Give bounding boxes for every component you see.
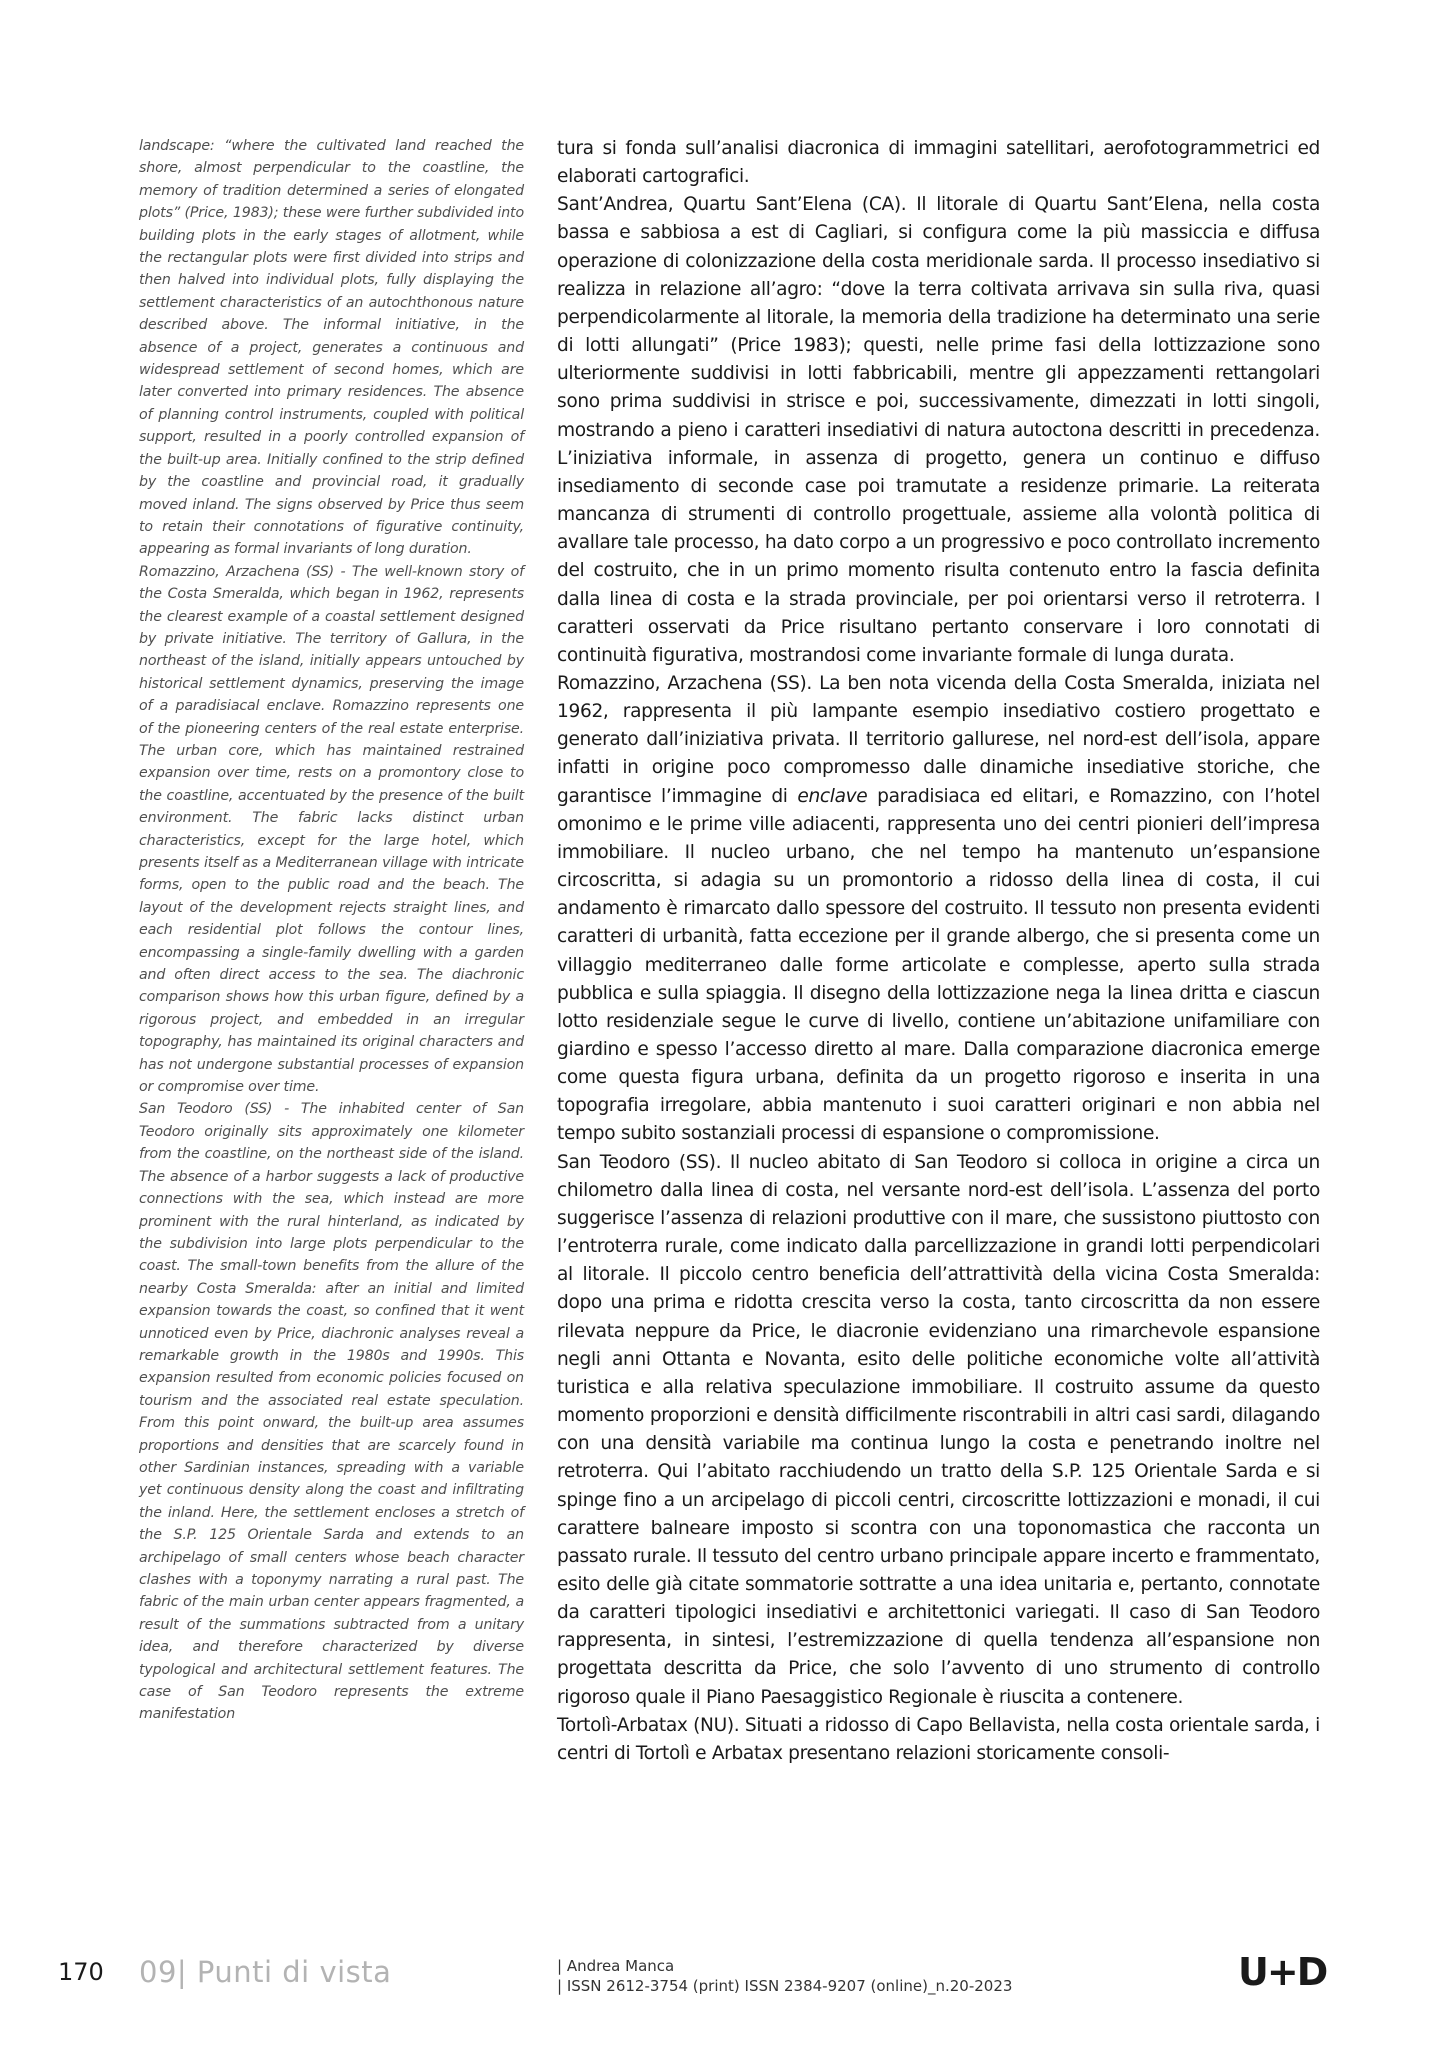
italian-main-column xyxy=(557,135,1320,1768)
section-title: 09| Punti di vista xyxy=(139,1955,392,1989)
english-paragraph-sant-andrea: landscape: “where the cultivated land reached the shore, almost perpendicular to the coastline, the memory of tradition determined a series of elongated plots” (Price, 1983); these were further subdivided into building plots in the early stages of allotment, while the rectangular plots were first divided into strips and then halved into individual plots, fully displaying the settlement characteristics of an autochthonous nature described above. The informal initiative, in the absence of a project, generates a continuous and widespread settlement of second homes, which are later converted into primary residences. The absence of planning control instruments, coupled with political support, resulted in a poorly controlled expansion of the built-up area. Initially confined to the strip defined by the coastline and provincial road, it gradually moved inland. The signs observed by Price thus seem to retain their connotations of figurative continuity, appearing as formal invariants of long duration. xyxy=(139,138,524,558)
issn-line: | ISSN 2612-3754 (print) ISSN 2384-9207 (online)_n.20-2023 xyxy=(557,1977,1013,1995)
page-number: 170 xyxy=(58,1958,104,1986)
italian-paragraph-san-teodoro: San Teodoro (SS). Il nucleo abitato di San Teodoro si colloca in origine a circa un chilometro dalla linea di costa, nel versante nord-est dell’isola. L’assenza del porto suggerisce l’assenza di relazioni produttive con il mare, che sussistono piuttosto con l’entroterra rurale, come indicato dalla parcellizzazione in grandi lotti perpendicolari al litorale. Il piccolo centro beneficia dell’attrattività della vicina Costa Smeralda: dopo una prima e ridotta crescita verso la costa, tanto circoscritta da non essere rilevata neppure da Price, le diacronie evidenziano una rimarchevole espansione negli anni Ottanta e Novanta, esito delle politiche economiche volte all’attività turistica e alla relativa speculazione immobiliare. Il costruito assume da questo momento proporzioni e densità difficilmente riscontrabili in altri casi sardi, dilagando con una densità variabile ma continua lungo la costa e penetrando inoltre nel retroterra. Qui l’abitato racchiudendo un tratto della S.P. 125 Orientale Sarda e si spinge fino a un arcipelago di piccoli centri, circoscritte lottizzazioni e monadi, il cui carattere balneare imposto si scontra con una toponomastica che racconta un passato rurale. Il tessuto del centro urbano principale appare incerto e frammentato, esito delle già citate sommatorie sottratte a una idea unitaria e, pertanto, connotate da caratteri tipologici insediativi e architettonici variegati. Il caso di San Teodoro rappresenta, in sintesi, l’estremizzazione di quella tendenza all’espansione non progettata descritta da Price, che solo l’avvento di uno strumento di controllo rigoroso quale il Piano Paesaggistico Regionale è riuscita a contenere. xyxy=(557,1151,1320,1708)
english-paragraph-romazzino: Romazzino, Arzachena (SS) - The well-known story of the Costa Smeralda, which began in 1962, represents the clearest example of a coastal settlement designed by private initiative. The territory of Gallura, in the northeast of the island, initially appears untouched by historical settlement dynamics, preserving the image of a paradisiacal enclave. Romazzino represents one of the pioneering centers of the real estate enterprise. The urban core, which has maintained restrained expansion over time, rests on a promontory close to the coastline, accentuated by the presence of the built environment. The fabric lacks distinct urban characteristics, except for the large hotel, which presents itself as a Mediterranean village with intricate forms, open to the public road and the beach. The layout of the development rejects straight lines, and each residential plot follows the contour lines, encompassing a single-family dwelling with a garden and often direct access to the sea. The diachronic comparison shows how this urban figure, defined by a rigorous project, and embedded in an irregular topography, has maintained its original characters and has not undergone substantial processes of expansion or compromise over time. xyxy=(139,563,524,1096)
romazzino-text-start: Romazzino, Arzachena (SS). La ben nota vicenda della Costa Smeralda, iniziata nel 1962, rappresenta il più lampante esempio insediativo costiero progettato e generato dall’iniziativa privata. Il territorio gallurese, nel nord-est dell’isola, appare infatti in origine poco compromesso dalle dinamiche insediative storiche, che garantisce l’immagine di xyxy=(557,672,1320,807)
romazzino-text-end: paradisiaca ed elitari, e Romazzino, con l’hotel omonimo e le prime ville adiacenti, rappresenta uno dei centri pionieri dell’impresa immobiliare. Il nucleo urbano, che nel tempo ha mantenuto un’espansione circoscritta, si adagia su un promontorio a ridosso della linea di costa, il cui andamento è rimarcato dallo spessore del costruito. Il tessuto non presenta evidenti caratteri di urbanità, fatta eccezione per il grande albergo, che si presenta come un villaggio mediterraneo dalle forme articolate e complesse, aperto sulla strada pubblica e sulla spiaggia. Il disegno della lottizzazione nega la linea dritta e ciascun lotto residenziale segue le curve di livello, contiene un’abitazione unifamiliare con giardino e spesso l’accesso diretto al mare. Dalla comparazione diacronica emerge come questa figura urbana, definita da un progetto rigoroso e inserita in una topografia irregolare, abbia mantenuto i suoi caratteri originari e non abbia nel tempo subito sostanziali processi di espansione o compromissione. xyxy=(557,785,1320,1145)
footer-meta xyxy=(557,1956,1012,1996)
journal-logo: U+D xyxy=(1238,1950,1327,1994)
italian-paragraph-tortoli-arbatax: Tortolì-Arbatax (NU). Situati a ridosso di Capo Bellavista, nella costa orientale sarda, i centri di Tortolì e Arbatax presentano relazioni storicamente consoli- xyxy=(557,1714,1320,1764)
italian-paragraph-sant-andrea: Sant’Andrea, Quartu Sant’Elena (CA). Il litorale di Quartu Sant’Elena, nella costa bassa e sabbiosa a est di Cagliari, si configura come la più massiccia e diffusa operazione di colonizzazione della costa meridionale sarda. Il processo insediativo si realizza in relazione all’agro: “dove la terra coltivata arrivava sin sulla riva, quasi perpendicolarmente al litorale, la memoria della tradizione ha determinato una serie di lotti allungati” (Price 1983); questi, nelle prime fasi della lottizzazione sono ulteriormente suddivisi in lotti fabbricabili, mentre gli appezzamenti rettangolari sono prima suddivisi in strisce e poi, successivamente, dimezzati in lotti singoli, mostrando a pieno i caratteri insediativi di natura autoctona descritti in precedenza. L’iniziativa informale, in assenza di progetto, genera un continuo e diffuso insediamento di seconde case poi tramutate a residenze primarie. La reiterata mancanza di strumenti di controllo progettuale, assieme alla volontà politica di avallare tale processo, ha dato corpo a un progressivo e poco controllato incremento del costruito, che in un primo momento risulta contenuto entro la fascia definita dalla linea di costa e la strada provinciale, per poi orientarsi verso il retroterra. I caratteri osservati da Price risultano pertanto conservare i loro connotati di continuità figurativa, mostrandosi come invariante formale di lunga durata. xyxy=(557,194,1320,666)
enclave-emphasis: enclave xyxy=(797,785,868,807)
author-name: | Andrea Manca xyxy=(557,1957,675,1975)
italian-paragraph-intro: tura si fonda sull’analisi diacronica di immagini satellitari, aerofotogrammetrici ed elaborati cartografici. xyxy=(557,138,1320,188)
english-translation-column xyxy=(139,135,524,1726)
italian-paragraph-romazzino xyxy=(557,670,1320,1149)
english-paragraph-san-teodoro: San Teodoro (SS) - The inhabited center of San Teodoro originally sits approximately one kilometer from the coastline, on the northeast side of the island. The absence of a harbor suggests a lack of productive connections with the sea, which instead are more prominent with the rural hinterland, as indicated by the subdivision into large plots perpendicular to the coast. The small-town benefits from the allure of the nearby Costa Smeralda: after an initial and limited expansion towards the coast, so confined that it went unnoticed even by Price, diachronic analyses reveal a remarkable growth in the 1980s and 1990s. This expansion resulted from economic policies focused on tourism and the associated real estate speculation. From this point onward, the built-up area assumes proportions and densities that are scarcely found in other Sardinian instances, spreading with a variable yet continuous density along the coast and infiltrating the inland. Here, the settlement encloses a stretch of the S.P. 125 Orientale Sarda and extends to an archipelago of small centers whose beach character clashes with a toponymy narrating a rural past. The fabric of the main urban center appears fragmented, a result of the summations subtracted from a unitary idea, and therefore characterized by diverse typological and architectural settlement features. The case of San Teodoro represents the extreme manifestation xyxy=(139,1101,524,1723)
